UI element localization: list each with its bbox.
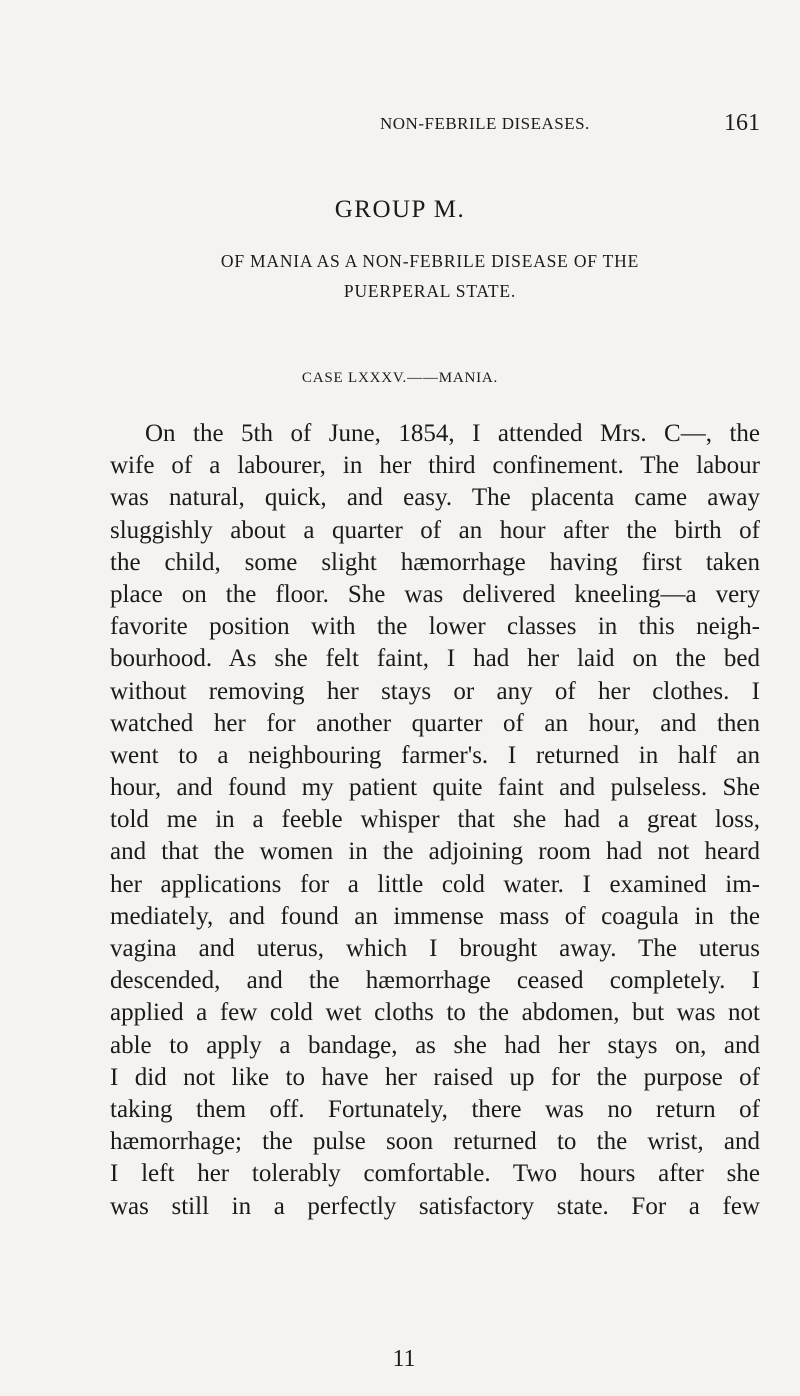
page-number: 161: [724, 110, 760, 136]
text-line: was natural, quick, and easy. The placenta came away: [110, 484, 760, 512]
text-line: On the 5th of June, 1854, I attended Mrs. C—, the: [145, 420, 760, 447]
text-line: hour, and found my patient quite faint and pulseless. She: [110, 774, 760, 802]
text-line: vagina and uterus, which I brought away. The uterus: [110, 935, 760, 962]
text-line: hæmorrhage; the pulse soon returned to the wrist, and: [110, 1128, 760, 1156]
text-line: I left her tolerably comfortable. Two hours after she: [110, 1160, 760, 1188]
text-line: went to a neighbouring farmer's. I returned in half an: [110, 741, 760, 769]
text-line: place on the floor. She was delivered kneeling—a very: [110, 580, 760, 608]
text-line: was still in a perfectly satisfactory state. For a few: [110, 1192, 760, 1220]
text-line: her applications for a little cold water. I examined im-: [110, 870, 760, 898]
subtitle-line-2: PUERPERAL STATE.: [343, 281, 517, 301]
signature-mark: 11: [392, 1346, 416, 1372]
text-line: bourhood. As she felt faint, I had her laid on the bed: [110, 645, 760, 673]
text-line: told me in a feeble whisper that she had a great loss,: [110, 806, 760, 834]
text-line: I did not like to have her raised up for the purpose of: [110, 1063, 760, 1091]
running-head: [110, 110, 760, 140]
body-paragraph: [110, 418, 760, 1223]
text-line: able to apply a bandage, as she had her stays on, and: [110, 1031, 760, 1059]
text-line: taking them off. Fortunately, there was no return of: [110, 1095, 760, 1123]
text-line: the child, some slight hæmorrhage having first taken: [110, 548, 760, 576]
group-title: GROUP M.: [334, 196, 466, 223]
text-line: applied a few cold wet cloths to the abdomen, but was not: [110, 999, 760, 1027]
text-line: without removing her stays or any of her clothes. I: [110, 677, 760, 705]
running-title: NON-FEBRILE DISEASES.: [380, 114, 590, 133]
text-line: and that the women in the adjoining room had not heard: [110, 838, 760, 866]
text-line: favorite position with the lower classes in this neigh-: [110, 613, 760, 641]
text-line: mediately, and found an immense mass of coagula in the: [110, 902, 760, 930]
subtitle-line-1: OF MANIA AS A NON-FEBRILE DISEASE OF THE: [220, 251, 640, 271]
text-line: watched her for another quarter of an hour, and then: [110, 709, 760, 737]
text-line: descended, and the hæmorrhage ceased completely. I: [110, 967, 760, 995]
text-line: sluggishly about a quarter of an hour after the birth of: [110, 516, 760, 544]
case-heading: CASE LXXXV.——MANIA.: [301, 370, 499, 386]
text-line: wife of a labourer, in her third confinement. The labour: [110, 452, 760, 480]
subtitle: [100, 246, 760, 306]
